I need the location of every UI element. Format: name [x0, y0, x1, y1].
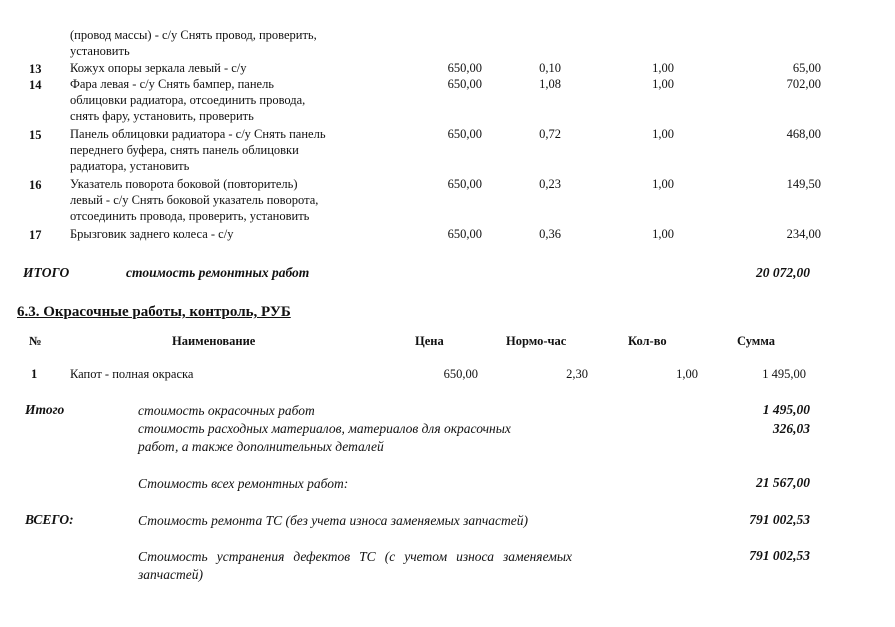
paint-row-name: Капот - полная окраска [70, 367, 194, 381]
row-hours: 0,10 [539, 61, 561, 75]
row-description-line: снять фару, установить, проверить [70, 109, 254, 123]
row-number: 16 [29, 178, 42, 192]
all-repair-value: 21 567,00 [756, 475, 810, 490]
row-description-line: Фара левая - с/у Снять бампер, панель [70, 77, 275, 91]
row-number: 17 [29, 228, 42, 242]
row-description [70, 226, 370, 242]
row-sum: 149,50 [786, 177, 821, 191]
column-header-qty: Кол-во [628, 334, 667, 348]
row-description-line: Брызговик заднего колеса - с/у [70, 227, 234, 241]
repair-total-description: стоимость ремонтных работ [126, 265, 310, 280]
column-header-no: № [29, 334, 42, 348]
row-price: 650,00 [447, 127, 482, 141]
row-price: 650,00 [447, 177, 482, 191]
paint-row-number: 1 [31, 367, 38, 381]
column-header-sum: Сумма [737, 334, 775, 348]
materials-value: 326,03 [772, 421, 810, 436]
row-description-line: левый - с/у Снять боковой указатель поворота, [70, 193, 319, 207]
row-description-line: отсоединить провода, проверить, установить [70, 209, 310, 223]
repair-total-label: ИТОГО [23, 265, 70, 280]
row-description [70, 60, 370, 76]
defects-wear-label: Стоимость устранения дефектов ТС (с учетом износа заменяемых запчастей) [138, 549, 572, 582]
row-sum: 65,00 [792, 61, 821, 75]
row-qty: 1,00 [652, 227, 674, 241]
itogo-label: Итого [25, 402, 65, 417]
row-sum: 468,00 [786, 127, 821, 141]
paint-row-price: 650,00 [443, 367, 478, 381]
repair-no-wear-label: Стоимость ремонта ТС (без учета износа заменяемых запчастей) [138, 513, 529, 528]
continued-description-line: (провод массы) - с/у Снять провод, проверить, [70, 28, 317, 42]
row-description-line: Кожух опоры зеркала левый - с/у [70, 61, 247, 75]
continued-description-line: установить [70, 44, 130, 58]
column-header-hours: Нормо-час [506, 334, 567, 348]
paint-cost-label: стоимость окрасочных работ [138, 403, 315, 418]
row-qty: 1,00 [652, 177, 674, 191]
row-qty: 1,00 [652, 61, 674, 75]
defects-wear-value: 791 002,53 [749, 548, 810, 563]
repair-no-wear-value: 791 002,53 [749, 512, 810, 527]
row-hours: 1,08 [539, 77, 561, 91]
row-price: 650,00 [447, 227, 482, 241]
row-hours: 0,36 [539, 227, 561, 241]
row-description [70, 176, 370, 224]
row-description-line: облицовки радиатора, отсоединить провода, [70, 93, 306, 107]
row-hours: 0,72 [539, 127, 561, 141]
row-sum: 702,00 [786, 77, 821, 91]
row-qty: 1,00 [652, 127, 674, 141]
paint-row-qty: 1,00 [676, 367, 698, 381]
row-price: 650,00 [447, 77, 482, 91]
row-number: 13 [29, 62, 42, 76]
row-description [70, 76, 370, 124]
row-sum: 234,00 [786, 227, 821, 241]
repair-total-value: 20 072,00 [756, 265, 810, 280]
row-number: 15 [29, 128, 42, 142]
column-header-name: Наименование [172, 334, 256, 348]
paint-cost-value: 1 495,00 [762, 402, 810, 417]
column-header-price: Цена [415, 334, 444, 348]
section-heading: 6.3. Окрасочные работы, контроль, РУБ [17, 304, 291, 320]
row-description [70, 126, 370, 174]
vsego-label: ВСЕГО: [25, 512, 74, 527]
all-repair-label: Стоимость всех ремонтных работ: [138, 476, 349, 491]
row-hours: 0,23 [539, 177, 561, 191]
continued-description [70, 27, 317, 59]
row-description-line: радиатора, установить [70, 159, 190, 173]
row-price: 650,00 [447, 61, 482, 75]
row-qty: 1,00 [652, 77, 674, 91]
paint-row-sum: 1 495,00 [762, 367, 806, 381]
row-number: 14 [29, 78, 42, 92]
materials-label: стоимость расходных материалов, материалов для окрасочных работ, а также дополнительных деталей [138, 421, 511, 454]
row-description-line: переднего буфера, снять панель облицовки [70, 143, 299, 157]
row-description-line: Указатель поворота боковой (повторитель) [70, 177, 298, 191]
row-description-line: Панель облицовки радиатора - с/у Снять панель [70, 127, 326, 141]
paint-row-hours: 2,30 [566, 367, 588, 381]
